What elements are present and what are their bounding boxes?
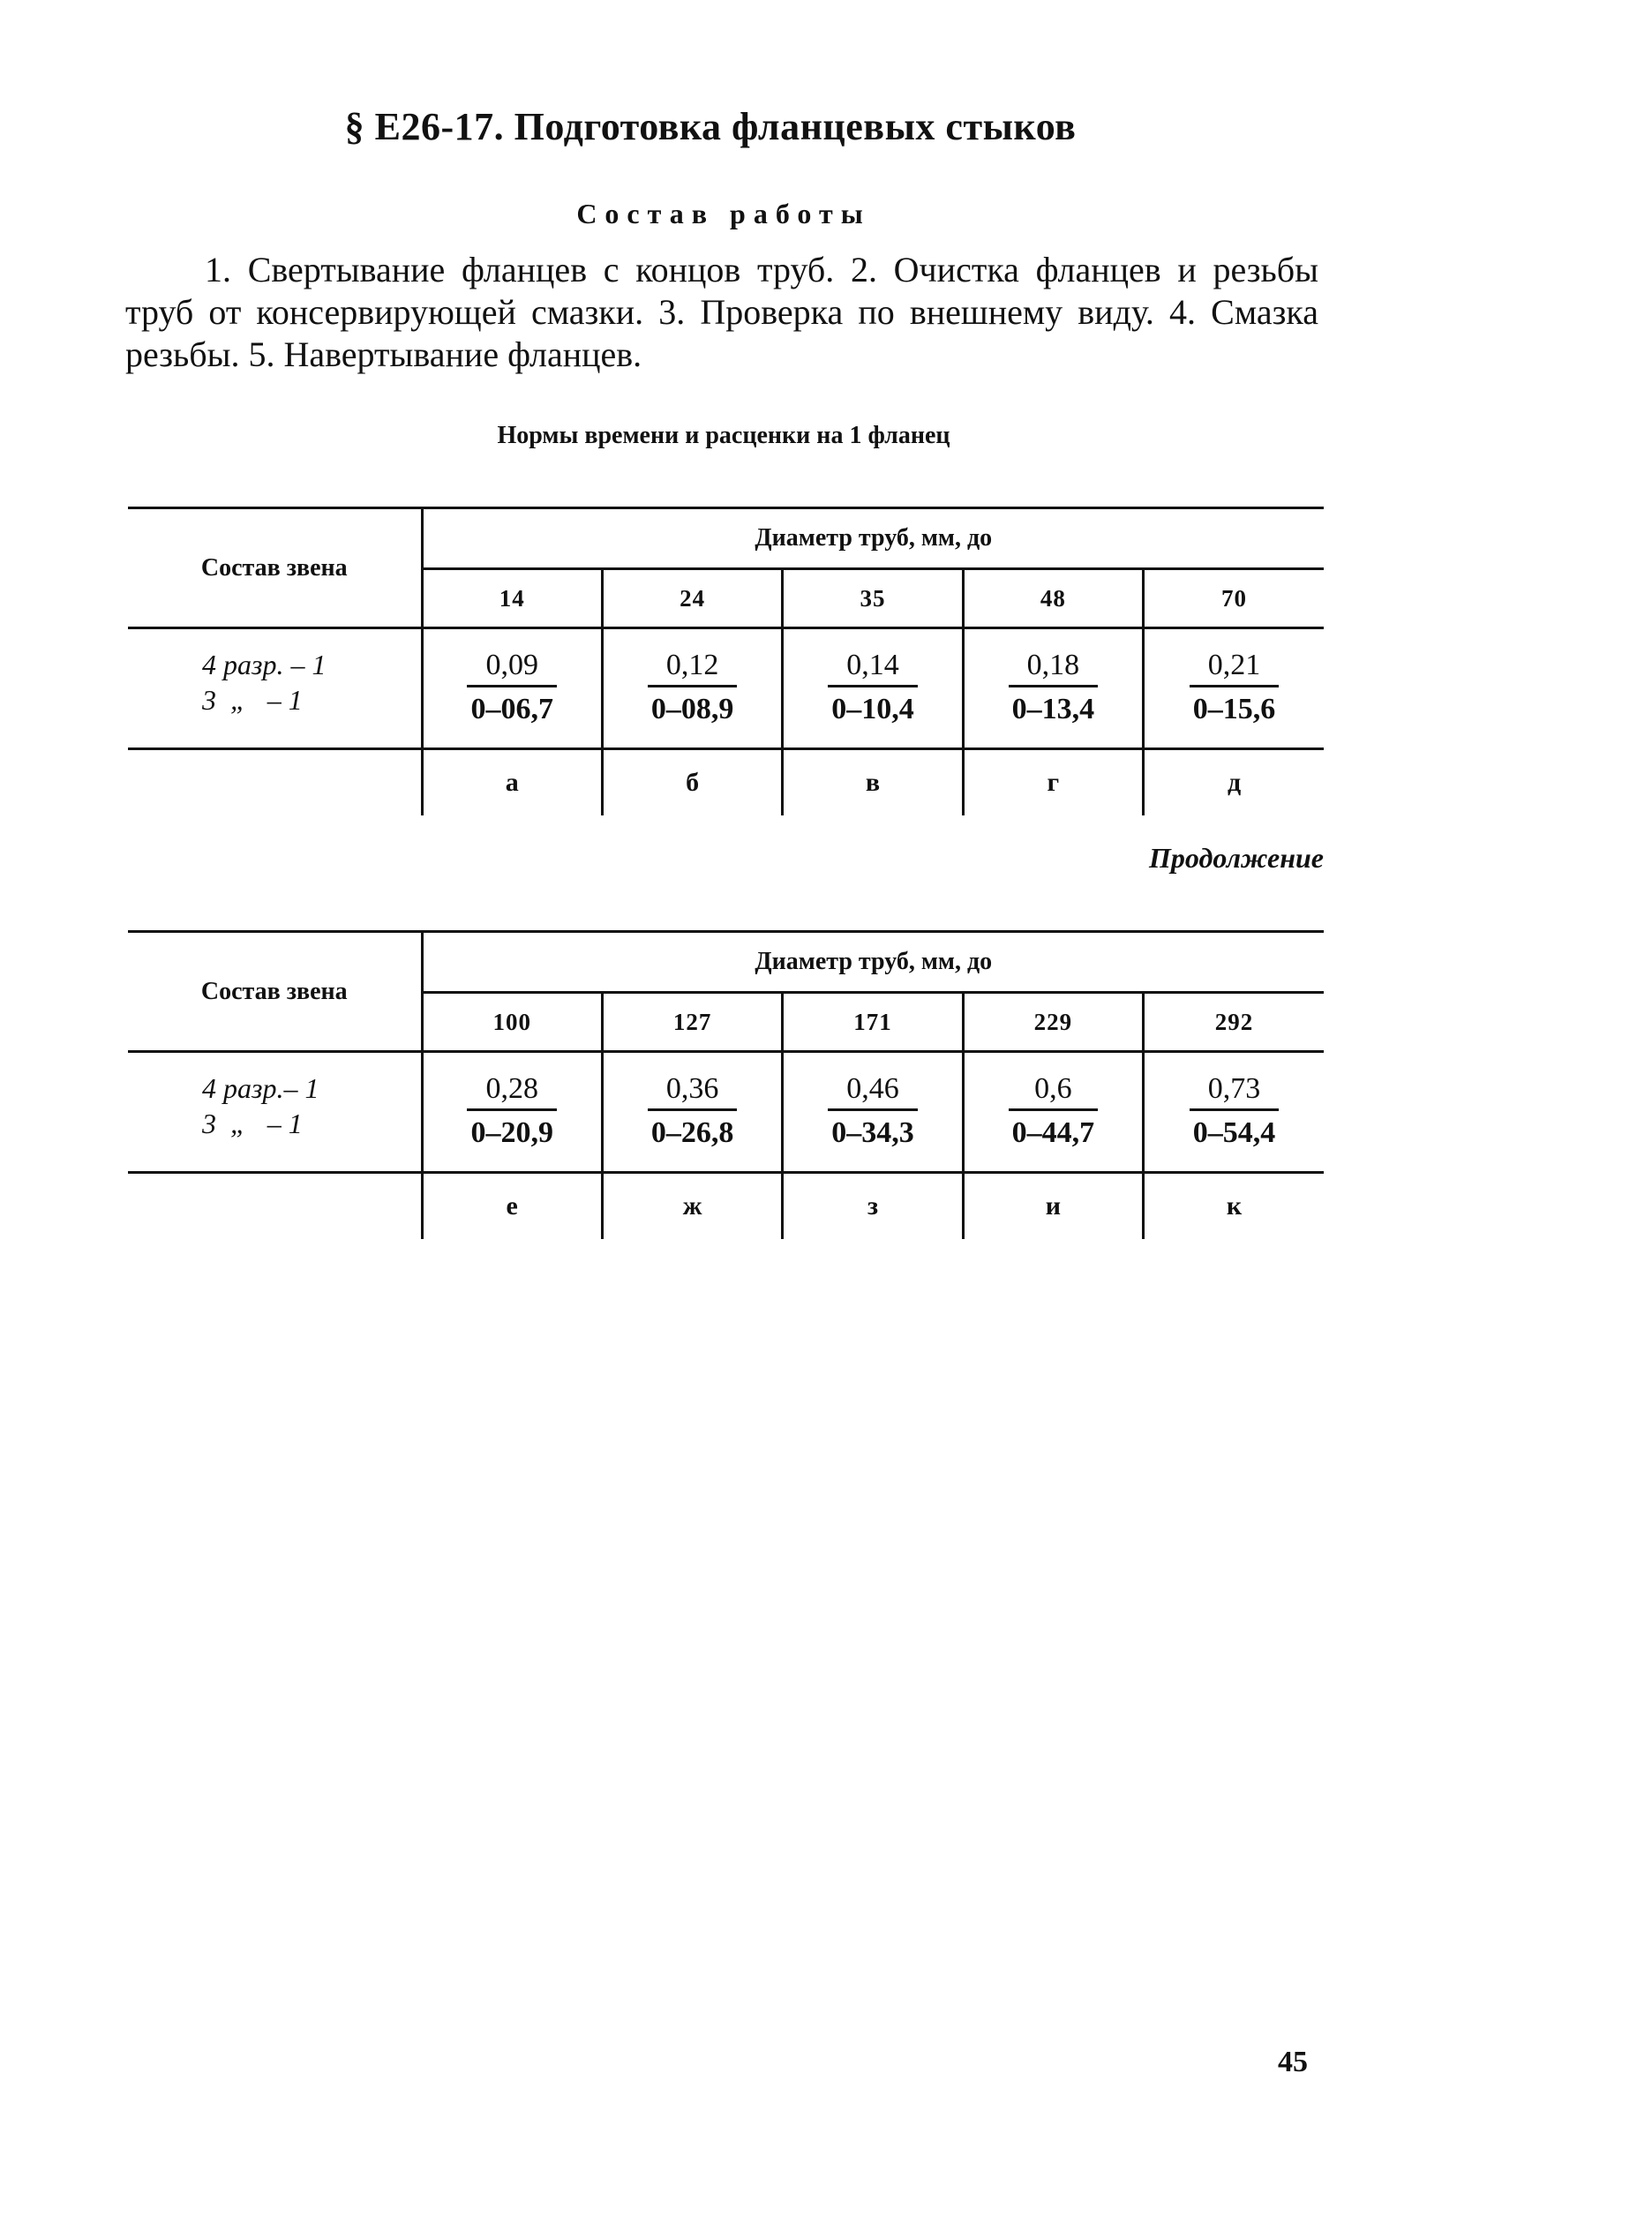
diameter-cell: 48: [963, 569, 1143, 628]
norm-value-cell: [783, 628, 963, 749]
diameter-cell: 171: [783, 993, 963, 1052]
time-norm: 0,73: [1190, 1071, 1280, 1111]
time-norm: 0,09: [467, 648, 557, 687]
norm-value-cell: [602, 628, 782, 749]
crew-composition: [128, 628, 422, 749]
diameter-header: Диаметр труб, мм, до: [422, 932, 1324, 993]
work-description: [125, 249, 1318, 376]
time-norm: 0,36: [648, 1071, 738, 1111]
time-norm: 0,46: [828, 1071, 918, 1111]
diameter-cell: 100: [422, 993, 602, 1052]
time-norm: 0,21: [1190, 648, 1280, 687]
price-rate: 0–06,7: [470, 692, 553, 725]
norms-table-1: [128, 507, 1324, 815]
price-rate: 0–15,6: [1192, 692, 1276, 725]
price-rate: 0–10,4: [831, 692, 914, 725]
column-letter: ж: [602, 1173, 782, 1240]
price-rate: 0–08,9: [650, 692, 734, 725]
diameter-cell: 14: [422, 569, 602, 628]
column-letter: к: [1144, 1173, 1324, 1240]
norm-value-cell: [422, 1052, 602, 1173]
price-rate: 0–20,9: [470, 1116, 553, 1149]
crew-line: 3 „ – 1: [202, 1108, 303, 1139]
crew-composition: [128, 1052, 422, 1173]
norm-value-cell: [1144, 628, 1324, 749]
column-letter: б: [602, 749, 782, 816]
table-caption: Нормы времени и расценки на 1 фланец: [497, 422, 950, 449]
column-letter: и: [963, 1173, 1143, 1240]
column-letter: г: [963, 749, 1143, 816]
diameter-cell: 229: [963, 993, 1143, 1052]
crew-line: 3 „ – 1: [202, 684, 303, 716]
price-rate: 0–26,8: [650, 1116, 734, 1149]
page-number: 45: [1278, 2046, 1308, 2078]
column-letter: д: [1144, 749, 1324, 816]
norm-value-cell: [1144, 1052, 1324, 1173]
diameter-cell: 292: [1144, 993, 1324, 1052]
continued-label: Продолжение: [1149, 842, 1324, 874]
crew-header: Состав звена: [128, 508, 422, 628]
column-letter: е: [506, 1191, 518, 1221]
crew-line: 4 разр.– 1: [202, 1072, 319, 1104]
work-description-text: 1. Свертывание фланцев с концов труб. 2. Очистка фланцев и резьбы труб от консервирующей смазки. 3. Проверка по внешнему виду. 4. Смазка резьбы. 5. Навертывание фланцев.: [125, 250, 1318, 374]
time-norm: 0,12: [648, 648, 738, 687]
price-rate: 0–44,7: [1011, 1116, 1095, 1149]
column-letter: в: [783, 749, 963, 816]
diameter-cell: 70: [1144, 569, 1324, 628]
time-norm: 0,14: [828, 648, 918, 687]
work-composition-heading: Состав работы: [576, 198, 871, 229]
time-norm: 0,18: [1009, 648, 1099, 687]
column-letter: а: [505, 768, 519, 797]
time-norm: 0,6: [1009, 1071, 1099, 1111]
norm-value-cell: [422, 628, 602, 749]
crew-header: Состав звена: [128, 932, 422, 1052]
letter-row-blank: [128, 1173, 422, 1240]
letter-row-blank: [128, 749, 422, 816]
price-rate: 0–34,3: [831, 1116, 914, 1149]
diameter-cell: 127: [602, 993, 782, 1052]
norm-value-cell: [963, 1052, 1143, 1173]
time-norm: 0,28: [467, 1071, 557, 1111]
crew-line: 4 разр. – 1: [202, 649, 327, 680]
diameter-header: Диаметр труб, мм, до: [422, 508, 1324, 569]
norm-value-cell: [602, 1052, 782, 1173]
norms-table-2: [128, 930, 1324, 1239]
price-rate: 0–13,4: [1011, 692, 1095, 725]
column-letter: з: [783, 1173, 963, 1240]
norm-value-cell: [963, 628, 1143, 749]
diameter-cell: 35: [783, 569, 963, 628]
diameter-cell: 24: [602, 569, 782, 628]
norm-value-cell: [783, 1052, 963, 1173]
price-rate: 0–54,4: [1192, 1116, 1276, 1149]
section-title: § Е26-17. Подготовка фланцевых стыков: [344, 105, 1077, 148]
